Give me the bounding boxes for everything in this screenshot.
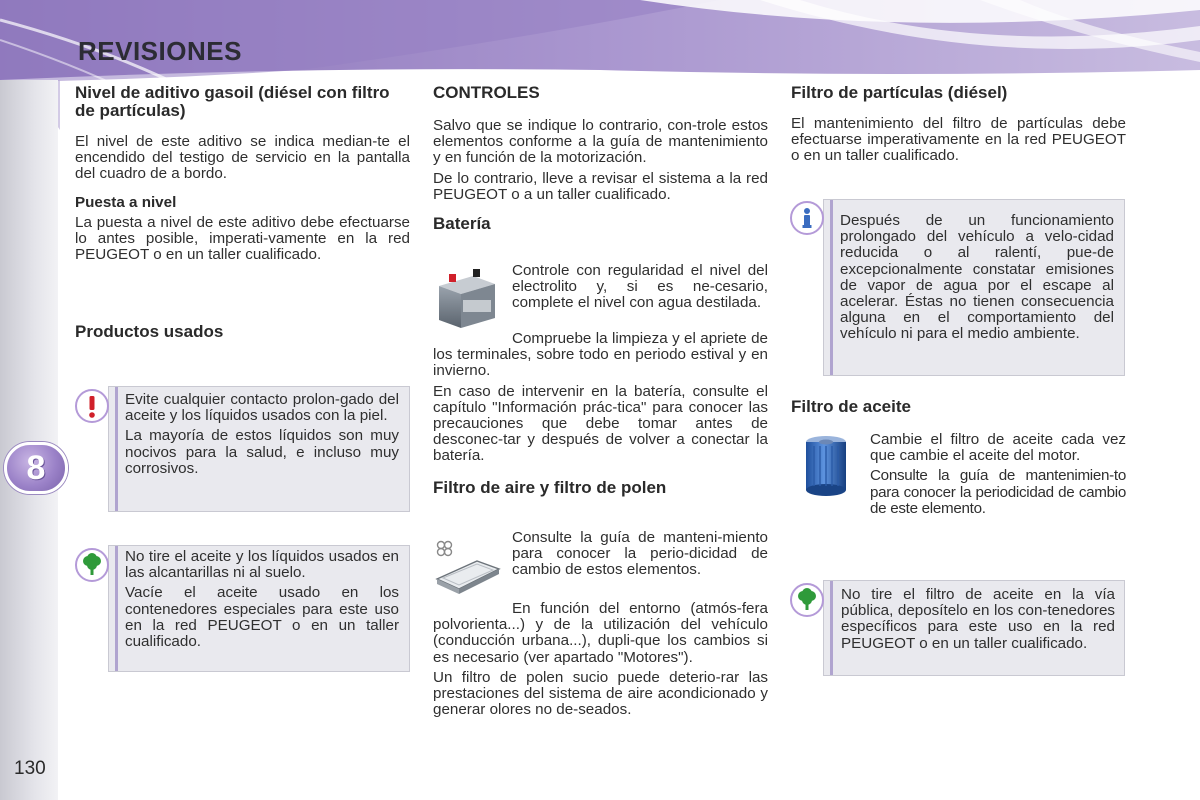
eco-right-paragraph: No tire el filtro de aceite en la vía pública, deposítelo en los con-tenedores específicos para este uso en la red PEUGEOT o en un taller cualificado.: [841, 586, 1115, 652]
air-filter-paragraph-3: Un filtro de polen sucio puede deterio-rar las prestaciones del sistema de aire acondicionado y generar olores no de-seados.: [433, 668, 768, 719]
tree-eco-icon-right: [790, 583, 824, 617]
chapter-tab[interactable]: [4, 442, 68, 494]
particle-filter-paragraph: El mantenimiento del filtro de partículas debe efectuarse imperativamente en la red PEUGEOT o en un taller cualificado.: [791, 115, 1126, 165]
battery-icon: [433, 266, 499, 337]
middle-column: [433, 84, 768, 233]
oil-filter-paragraph-1: Cambie el filtro de aceite cada vez que cambie el aceite del motor.: [870, 431, 1126, 465]
eco-text-left: [125, 549, 399, 650]
battery-text: [512, 263, 768, 312]
oil-filter-paragraph-2: Consulte la guía de mantenimien-to para conocer la periodicidad de cambio de este elemento.: [870, 467, 1126, 517]
battery-heading: Batería: [433, 214, 491, 234]
oil-filter-heading: Filtro de aceite: [791, 397, 911, 416]
controls-heading: CONTROLES: [433, 83, 540, 102]
refill-subheading: Puesta a nivel: [75, 193, 177, 211]
battery-paragraph-1: Controle con regularidad el nivel del electrolito y, si es ne-cesario, complete el nivel con agua destilada.: [512, 262, 768, 312]
air-filter-heading: Filtro de aire y filtro de polen: [433, 477, 667, 497]
oil-filter-section: [791, 398, 1126, 416]
air-filter-paragraph-2: En función del entorno (atmós-fera polvorienta...) y de la utilización del vehículo (conducción urbana...), dupli-que los cambios si es necesario (ver apartado "Motores").: [433, 600, 768, 666]
eco-left-paragraph-2: Vacíe el aceite usado en los contenedores especiales para este uso en la red PEUGEOT o en un taller cualificado.: [125, 584, 399, 651]
air-filter-text-continued: [433, 601, 768, 718]
page-title: REVISIONES: [78, 36, 242, 66]
refill-text: La puesta a nivel de este aditivo debe efectuarse lo antes posible, imperati-vamente en la red PEUGEOT o en un taller cualificado.: [75, 213, 410, 264]
air-filter-text: [512, 530, 768, 579]
air-filter-icon: [433, 535, 501, 602]
battery-paragraph-2: Compruebe la limpieza y el apriete de los terminales, sobre todo en periodo estival y en invierno.: [433, 330, 768, 380]
left-column: [75, 84, 410, 341]
info-paragraph: Después de un funcionamiento prolongado del vehículo a velo-cidad reducida o al ralentí, pue-de excepcionalmente constatar emisiones de vapor de agua por el escape al acelerar. Éstas no tienen consecuencia alguna en el comportamiento del vehículo ni para el medio ambiente.: [840, 212, 1114, 343]
controls-paragraph-1: Salvo que se indique lo contrario, con-trole estos elementos conforme a la guía de mantenimiento y en función de la motorización.: [433, 117, 768, 167]
info-icon: [790, 201, 824, 235]
warning-text: [125, 392, 399, 477]
oil-filter-icon: [800, 434, 852, 503]
chapter-number: 8: [26, 448, 46, 487]
right-column: [791, 84, 1126, 165]
particle-filter-heading: Filtro de partículas (diésel): [791, 83, 1008, 102]
tree-eco-icon: [75, 548, 109, 582]
page-number: 130: [14, 758, 46, 779]
air-filter-paragraph-1: Consulte la guía de manteni-miento para conocer la perio-dicidad de cambio de estos elementos.: [512, 529, 768, 579]
oil-filter-text: [870, 432, 1126, 517]
eco-text-right: [841, 587, 1115, 652]
battery-text-continued: [433, 331, 768, 497]
warning-exclamation-icon: [75, 389, 109, 423]
additive-intro: El nivel de este aditivo se indica median-te el encendido del testigo de servicio en la pantalla del cuadro de a bordo.: [75, 133, 410, 183]
additive-heading: Nivel de aditivo gasoil (diésel con filtro de partículas): [75, 83, 390, 120]
left-margin-strip: [0, 80, 58, 800]
warning-paragraph-1: Evite cualquier contacto prolon-gado del aceite y los líquidos usados con la piel.: [125, 391, 399, 425]
battery-paragraph-3: En caso de intervenir en la batería, consulte el capítulo "Información prác-tica" para conocer las precauciones que debe tomar antes de desconec-tar y después de volver a conectar la batería.: [433, 382, 768, 465]
used-products-heading: Productos usados: [75, 322, 224, 342]
warning-paragraph-2: La mayoría de estos líquidos son muy nocivos para la salud, e incluso muy corrosivos.: [125, 427, 399, 477]
controls-paragraph-2: De lo contrario, lleve a revisar el sistema a la red PEUGEOT o a un taller cualificado.: [433, 169, 768, 203]
info-text: [840, 213, 1114, 343]
eco-left-paragraph-1: No tire el aceite y los líquidos usados en las alcantarillas ni al suelo.: [125, 548, 399, 582]
